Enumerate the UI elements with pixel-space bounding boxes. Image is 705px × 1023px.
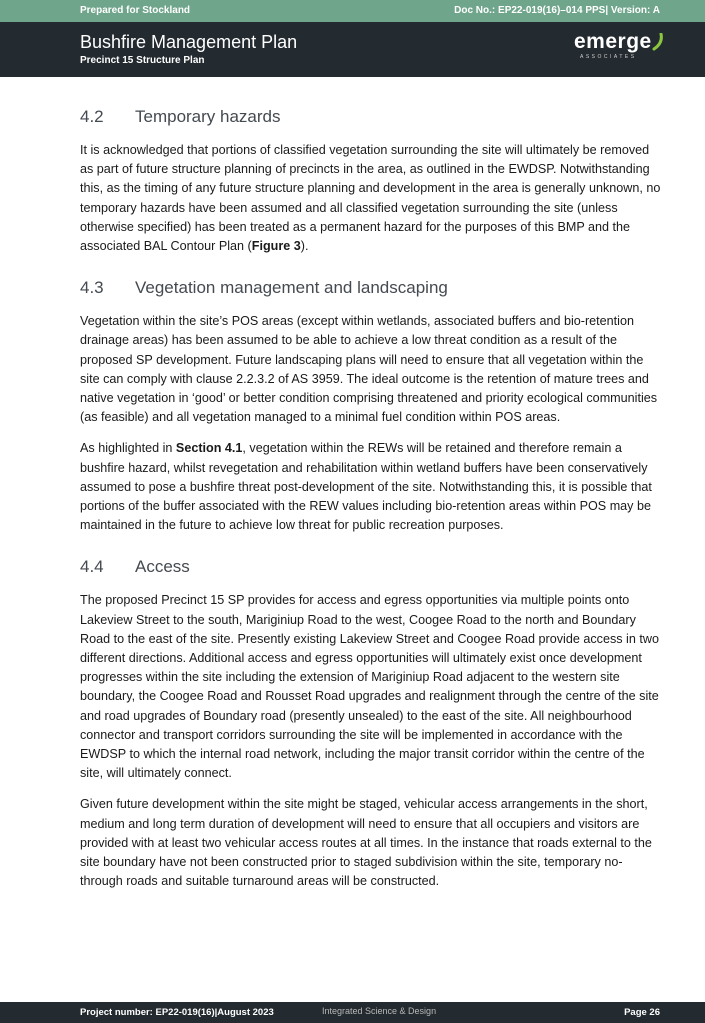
top-bar [0,0,705,22]
page-body [80,107,665,904]
page-number: Page 26 [624,1007,660,1018]
section-4-3 [80,278,665,535]
logo-swoosh-icon [652,33,664,51]
page-header [0,22,705,77]
paragraph: The proposed Precinct 15 SP provides for access and egress opportunities via multiple points onto Lakeview Street to the south, Mariginiup Road to the west, Coogee Road to the north and Boundary Road to the east of the site. Presently existing Lakeview Street and Coogee Road provide access in two different directions. Additional access and egress opportunities will ultimately exist once development progresses within the site including the extension of Mariginiup Road adjacent to the western site boundary, the Coogee Road and Rousset Road upgrades and realignment through the centre of the site and road upgrades of Boundary road (presently unsealed) to the east of the site. All neighbourhood connector and transport corridors surrounding the site will be implemented in accordance with the EWDSP to which the internal road network, including the major transit corridor within the centre of the site, will ultimately connect. [80,593,659,781]
section-heading [80,278,665,298]
footer-tagline: Integrated Science & Design [322,1006,437,1016]
project-number: Project number: EP22-019(16)|August 2023 [80,1007,274,1018]
logo-wordmark: emerge [574,30,652,53]
paragraph: As highlighted in Section 4.1, vegetation within the REWs will be retained and therefore remain a bushfire hazard, whilst revegetation and rehabilitation within wetland buffers have been conservatively assumed to pose a bushfire threat post-development of the site. Notwithstanding this, it is possible that portions of the buffer associated with the REW values including bio-retention areas within POS may be maintained in the future to achieve low threat for public recreation purposes. [80,441,652,533]
emerge-logo [574,31,664,67]
section-heading [80,557,665,577]
section-number: 4.2 [80,107,104,126]
document-title: Bushfire Management Plan [80,32,298,52]
page-footer [0,1002,705,1023]
document-subtitle: Precinct 15 Structure Plan [80,55,205,66]
section-heading [80,107,665,127]
paragraph: It is acknowledged that portions of classified vegetation surrounding the site will ultimately be removed as part of future structure planning of precincts in the area, as outlined in the EWDSP. Notwithstanding this, as the timing of any future structure planning and development in the area is generally unknown, no temporary hazards have been assumed and all classified vegetation surrounding the site (unless otherwise specified) has been treated as a permanent hazard for the purposes of this BMP and the associated BAL Contour Plan (Figure 3). [80,143,661,254]
paragraph: Given future development within the site might be staged, vehicular access arrangements in the short, medium and long term duration of development will need to ensure that all occupiers and visitors are provided with at least two vehicular access routes at all times. In the instance that roads external to the site boundary have not been constructed prior to staged subdivision within the site, temporary no-through roads and suitable turnaround areas will be constructed. [80,797,652,889]
section-title: Access [135,557,190,577]
document-info: Doc No.: EP22-019(16)–014 PPS| Version: A [454,5,660,16]
section-4-4 [80,557,665,891]
logo-subtext: ASSOCIATES [580,54,637,60]
prepared-for-label: Prepared for Stockland [80,5,191,16]
section-number: 4.4 [80,557,104,577]
section-4-2 [80,107,665,256]
section-title: Vegetation management and landscaping [135,278,448,298]
section-number: 4.3 [80,278,104,298]
section-title: Temporary hazards [135,107,281,126]
paragraph: Vegetation within the site’s POS areas (except within wetlands, associated buffers and bio-retention drainage areas) has been assumed to be able to achieve a low threat condition as a result of the proposed SP development. Future landscaping plans will need to ensure that all vegetation within the site can comply with clause 2.2.3.2 of AS 3959. The ideal outcome is the retention of mature trees and native vegetation in ‘good’ or better condition comprising threatened and priority ecological communities (as feasible) and all vegetation managed to a minimal fuel condition within POS areas. [80,314,658,425]
